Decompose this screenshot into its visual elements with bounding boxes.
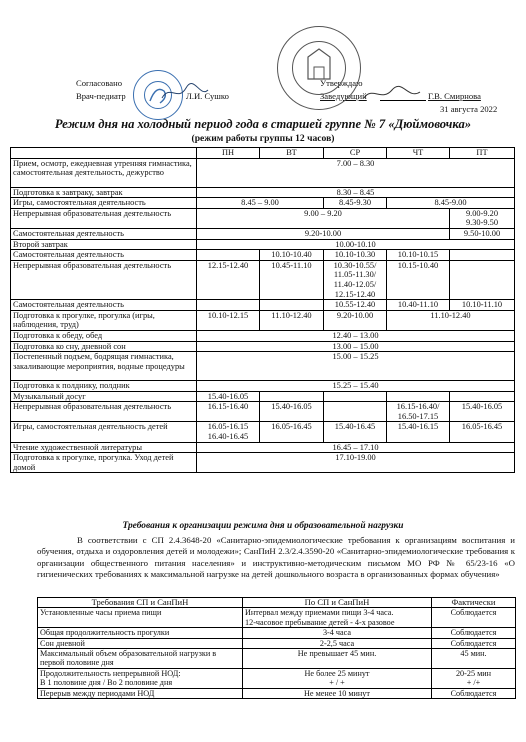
table-row [38, 638, 516, 648]
req-cell: 2-2,5 часа [243, 638, 432, 648]
time-cell: 16.15-16.40 [197, 402, 260, 422]
table-row [11, 453, 515, 473]
day-header-thu: ЧТ [387, 148, 450, 159]
approve-label: Утверждаю [320, 78, 363, 88]
time-cell: 8.45-9.30 [324, 198, 387, 209]
time-cell: 16.45 – 17.10 [197, 442, 515, 453]
row-label: Прием, осмотр, ежедневная утренняя гимнастика, самостоятельная деятельность, дежурство [11, 158, 197, 187]
kindergarten-seal [277, 26, 361, 110]
requirements-table [37, 597, 516, 699]
day-header-mon: ПН [197, 148, 260, 159]
table-row [38, 608, 516, 628]
head-label: Заведующий [320, 91, 367, 101]
agreed-label: Согласовано [76, 78, 122, 88]
time-cell: 10.10-12.15 [197, 310, 260, 330]
table-row [11, 341, 515, 352]
row-label: Чтение художественной литературы [11, 442, 197, 453]
pediatrician-name: Л.И. Сушко [186, 91, 229, 101]
table-row [38, 688, 516, 698]
time-cell: 15.40-16.05 [450, 402, 515, 422]
row-label: Подготовка к полднику, полдник [11, 381, 197, 392]
row-label: Непрерывная образовательная деятельность [11, 402, 197, 422]
req-cell: 3-4 часа [243, 628, 432, 638]
req-header: Требования СП и СанПиН [38, 598, 243, 608]
approval-date: 31 августа 2022 [440, 104, 498, 114]
req-cell: Соблюдается [432, 608, 516, 628]
time-cell: 9.00 – 9.20 [197, 208, 450, 228]
time-cell: 10.40-11.10 [387, 300, 450, 311]
time-cell: 10.30-10.55/ 11.05-11.30/ 11.40-12.05/ 12.15-12.40 [324, 260, 387, 299]
row-label: Самостоятельная деятельность [11, 250, 197, 261]
time-cell: 15.40-16.05 [197, 391, 260, 402]
time-cell: 10.10-10.15 [387, 250, 450, 261]
time-cell: 15.40-16.05 [260, 402, 324, 422]
table-row [11, 330, 515, 341]
row-label: Игры, самостоятельная деятельность [11, 198, 197, 209]
time-cell: 9.20-10.00 [197, 228, 450, 239]
pediatrician-signature [160, 80, 210, 104]
time-cell: 8.45 – 9.00 [197, 198, 324, 209]
row-label: Самостоятельная деятельность [11, 300, 197, 311]
table-row [11, 198, 515, 209]
req-cell: Продолжительность непрерывной НОД: В 1 половине дня / Во 2 половине дня [38, 668, 243, 688]
table-row [11, 300, 515, 311]
table-row [11, 381, 515, 392]
row-label: Игры, самостоятельная деятельность детей [11, 422, 197, 442]
time-cell: 13.00 – 15.00 [197, 341, 515, 352]
time-cell: 8.45-9.00 [387, 198, 515, 209]
req-cell: Интервал между приемами пищи 3-4 часа. 12-часовое пребывание детей - 4-х разовое [243, 608, 432, 628]
time-cell: 10.00-10.10 [197, 239, 515, 250]
time-cell: 11.10-12.40 [387, 310, 515, 330]
time-cell: 9.00-9.20 9.30-9.50 [450, 208, 515, 228]
req-header: По СП и СанПиН [243, 598, 432, 608]
table-row [11, 228, 515, 239]
time-cell: 10.10-10.40 [260, 250, 324, 261]
requirements-title: Требования к организации режима дня и образовательной нагрузки [122, 521, 404, 531]
table-row [38, 628, 516, 638]
time-cell: 16.05-16.45 [450, 422, 515, 442]
time-cell: 11.10-12.40 [260, 310, 324, 330]
pediatrician-label: Врач-педиатр [76, 91, 126, 101]
head-name: Г.В. Смирнова [428, 91, 481, 101]
time-cell: 8.30 – 8.45 [197, 187, 515, 198]
req-cell: 20-25 мин + /+ [432, 668, 516, 688]
table-row [11, 391, 515, 402]
row-label: Самостоятельная деятельность [11, 228, 197, 239]
req-cell: Перерыв между периодами НОД [38, 688, 243, 698]
time-cell: 17.10-19.00 [197, 453, 515, 473]
table-row [11, 442, 515, 453]
req-cell: Не превышает 45 мин. [243, 649, 432, 669]
time-cell: 12.15-12.40 [197, 260, 260, 299]
table-row [11, 239, 515, 250]
table-row [11, 158, 515, 187]
time-cell: 10.55-12.40 [324, 300, 387, 311]
day-header-fri: ПТ [450, 148, 515, 159]
req-cell: Максимальный объем образовательной нагрузки в первой половине дня [38, 649, 243, 669]
table-header-row [11, 148, 515, 159]
table-row [11, 310, 515, 330]
time-cell: 16.05-16.15 16.40-16.45 [197, 422, 260, 442]
time-cell: 9.20-10.00 [324, 310, 387, 330]
time-cell: 15.00 – 15.25 [197, 352, 515, 381]
time-cell: 15.40-16.45 [324, 422, 387, 442]
time-cell: 15.40-16.15 [387, 422, 450, 442]
row-label: Постепенный подъем, бодрящая гимнастика, закаливающие мероприятия, водные процедуры [11, 352, 197, 381]
table-row [11, 250, 515, 261]
table-row [11, 422, 515, 442]
row-label: Второй завтрак [11, 239, 197, 250]
req-cell: Общая продолжительность прогулки [38, 628, 243, 638]
table-row [11, 208, 515, 228]
time-cell: 10.10-11.10 [450, 300, 515, 311]
req-cell: Сон дневной [38, 638, 243, 648]
requirements-paragraph: В соответствии с СП 2.4.3648-20 «Санитарно-эпидемиологические требования к организациям воспитания и обучения, отдыха и оздоровления детей и молодежи»; СанПиН 2.3/2.4.3590-20 «Санитарно-эпидемиологические требования к организации общественного питания населения» и инструктивно-методическим письмом МО РФ № 65/23-16 «О гигиенических требованиях к максимальной нагрузке на детей дошкольного возраста в организованных формах обучения» [37, 535, 515, 579]
table-row [11, 352, 515, 381]
row-label: Подготовка к прогулке, прогулка (игры, наблюдения, труд) [11, 310, 197, 330]
row-label: Музыкальный досуг [11, 391, 197, 402]
req-header: Фактически [432, 598, 516, 608]
row-label: Подготовка к прогулке, прогулка. Уход детей домой [11, 453, 197, 473]
table-row [11, 260, 515, 299]
row-label: Непрерывная образовательная деятельность [11, 260, 197, 299]
req-cell: Соблюдается [432, 638, 516, 648]
schedule-table [10, 147, 515, 473]
page-subtitle: (режим работы группы 12 часов) [191, 133, 335, 144]
time-cell: 12.40 – 13.00 [197, 330, 515, 341]
table-row [38, 649, 516, 669]
time-cell: 9.50-10.00 [450, 228, 515, 239]
time-cell: 15.25 – 15.40 [197, 381, 515, 392]
time-cell: 10.45-11.10 [260, 260, 324, 299]
table-row [11, 187, 515, 198]
table-row [38, 668, 516, 688]
day-header-tue: ВТ [260, 148, 324, 159]
requirements-header-row [38, 598, 516, 608]
time-cell: 10.15-10.40 [387, 260, 450, 299]
req-cell: 45 мин. [432, 649, 516, 669]
row-label: Подготовка ко сну, дневной сон [11, 341, 197, 352]
row-label: Непрерывная образовательная деятельность [11, 208, 197, 228]
req-cell: Соблюдается [432, 688, 516, 698]
page-title: Режим дня на холодный период года в старшей группе № 7 «Дюймовочка» [54, 117, 472, 131]
head-signature [362, 84, 422, 104]
req-cell: Соблюдается [432, 628, 516, 638]
req-cell: Не менее 10 минут [243, 688, 432, 698]
req-cell: Установленные часы приема пищи [38, 608, 243, 628]
time-cell: 10.10-10.30 [324, 250, 387, 261]
table-row [11, 402, 515, 422]
time-cell: 16.05-16.45 [260, 422, 324, 442]
row-label: Подготовка к обеду, обед [11, 330, 197, 341]
time-cell: 16.15-16.40/ 16.50-17.15 [387, 402, 450, 422]
time-cell: 7.00 – 8.30 [197, 158, 515, 187]
row-label: Подготовка к завтраку, завтрак [11, 187, 197, 198]
day-header-wed: СР [324, 148, 387, 159]
req-cell: Не более 25 минут + / + [243, 668, 432, 688]
